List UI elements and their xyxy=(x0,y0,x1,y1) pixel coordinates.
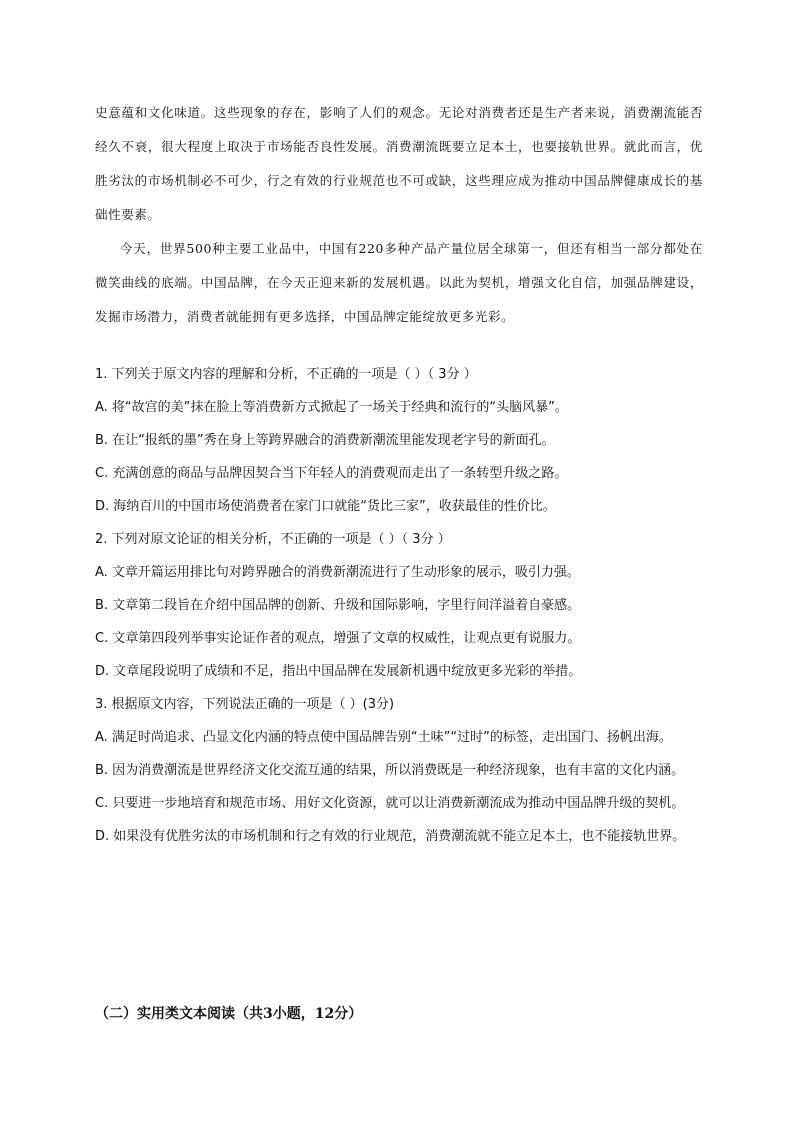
question-stem: 3. 根据原文内容，下列说法正确的一项是（ ）(3分) xyxy=(95,697,395,712)
question-option: D. 文章尾段说明了成绩和不足，指出中国品牌在发展新机遇中绽放更多光彩的举措。 xyxy=(95,664,582,679)
question-option: D. 海纳百川的中国市场使消费者在家门口就能“货比三家”，收获最佳的性价比。 xyxy=(95,499,556,514)
section-heading: （二）实用类文本阅读（共3小题，12分） xyxy=(95,1006,363,1022)
question-stem: 2. 下列对原文论证的相关分析，不正确的一项是（ ）（ 3分 ） xyxy=(95,532,451,547)
passage-text xyxy=(95,96,703,334)
question-stem: 1. 下列关于原文内容的理解和分析，不正确的一项是（ ）（ 3分 ） xyxy=(95,367,477,382)
question-option: A. 文章开篇运用排比句对跨界融合的消费新潮流进行了生动形象的展示，吸引力强。 xyxy=(95,565,580,580)
question-1 xyxy=(95,358,703,523)
question-option: A. 满足时尚追求、凸显文化内涵的特点使中国品牌告别“土味”“过时”的标签，走出国门、扬帆出海。 xyxy=(95,730,672,745)
question-option: C. 充满创意的商品与品牌因契合当下年轻人的消费观而走出了一条转型升级之路。 xyxy=(95,466,568,481)
question-option: B. 因为消费潮流是世界经济文化交流互通的结果，所以消费既是一种经济现象，也有丰富的文化内涵。 xyxy=(95,763,685,778)
passage-paragraph-1: 史意蕴和文化味道。这些现象的存在，影响了人们的观念。无论对消费者还是生产者来说，消费潮流能否经久不衰，很大程度上取决于市场能否良性发展。消费潮流既要立足本土，也要接轨世界。就此而言，优胜劣汰的市场机制必不可少，行之有效的行业规范也不可或缺，这些理应成为推动中国品牌健康成长的基础性要素。 xyxy=(95,105,703,222)
question-option: B. 在让“报纸的墨”秀在身上等跨界融合的消费新潮流里能发现老字号的新面孔。 xyxy=(95,433,555,448)
passage-paragraph-2: 今天，世界500种主要工业品中，中国有220多种产品产量位居全球第一，但还有相当一部分都处在微笑曲线的底端。中国品牌，在今天正迎来新的发展机遇。以此为契机，增强文化自信，加强品牌建设，发掘市场潜力，消费者就能拥有更多选择，中国品牌定能绽放更多光彩。 xyxy=(95,241,703,324)
question-option: C. 只要进一步地培育和规范市场、用好文化资源，就可以让消费新潮流成为推动中国品牌升级的契机。 xyxy=(95,796,685,811)
question-2 xyxy=(95,523,703,688)
question-3 xyxy=(95,688,703,853)
question-option: D. 如果没有优胜劣汰的市场机制和行之有效的行业规范，消费潮流就不能立足本土，也不能接轨世界。 xyxy=(95,829,686,844)
question-list xyxy=(95,358,703,853)
question-option: C. 文章第四段列举事实论证作者的观点，增强了文章的权威性，让观点更有说服力。 xyxy=(95,631,581,646)
question-option: B. 文章第二段旨在介绍中国品牌的创新、升级和国际影响，字里行间洋溢着自豪感。 xyxy=(95,598,581,613)
question-option: A. 将“故宫的美”抹在脸上等消费新方式掀起了一场关于经典和流行的“头脑风暴”。 xyxy=(95,400,568,415)
